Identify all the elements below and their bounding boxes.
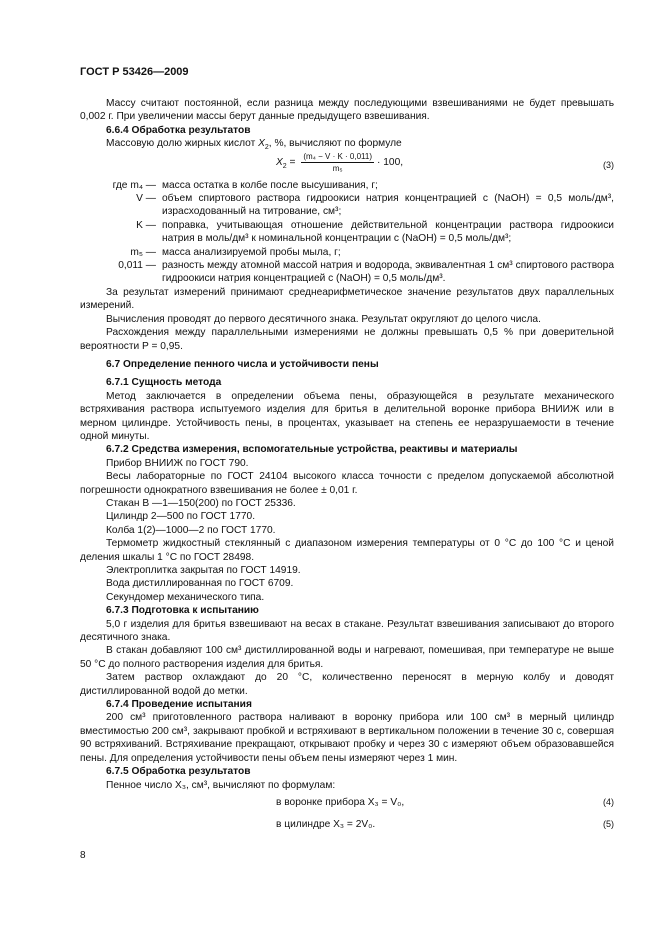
document-body bbox=[80, 97, 614, 836]
section-heading-6-7-4: 6.7.4 Проведение испытания bbox=[106, 699, 252, 711]
formula-intro: Массовую долю жирных кислот $X_2$, %, вычисляют по формуле bbox=[106, 138, 402, 152]
section-heading-6-7: 6.7 Определение пенного числа и устойчивости пены bbox=[106, 358, 379, 370]
definition-row: где m₄ — масса остатка в колбе после высушивания, г; bbox=[112, 179, 378, 191]
list-item: Прибор ВНИИЖ по ГОСТ 790. bbox=[106, 457, 249, 469]
page-number: 8 bbox=[80, 850, 86, 861]
formula-4-number: (4) bbox=[603, 796, 614, 807]
definition-row: K — поправка, учитывающая отношение действительной концентрации раствора гидроокиси натрия в моль/дм³ к номинальной концентрации c (NaOH) = 0,5 моль/дм³; bbox=[136, 219, 614, 245]
definition-row: m₅ — масса анализируемой пробы мыла, г; bbox=[130, 246, 341, 258]
list-item: Колба 1(2)—1000—2 по ГОСТ 1770. bbox=[106, 524, 276, 536]
paragraph-result-2: Вычисления проводят до первого десятичного знака. Результат округляют до целого числа. bbox=[106, 313, 541, 325]
formula-3-fraction: $\frac{\text{(m₄ − V · K · 0,011)}}{\text{m₅}}$ bbox=[303, 151, 373, 173]
definition-row: 0,011 — разность между атомной массой натрия и водорода, эквивалентная 1 см³ спиртового раствора гидроокиси натрия концентрацией c (NaOH) = 0,5 моль/дм³. bbox=[118, 260, 614, 285]
formula-5: в цилиндре X₃ = 2V₀. (5) bbox=[276, 818, 614, 830]
document-header: ГОСТ Р 53426—2009 bbox=[80, 66, 189, 78]
paragraph-6-7-3-a: 5,0 г изделия для бритья взвешивают на весах в стакане. Результат взвешивания записывают до второго десятичного знака. bbox=[80, 618, 614, 644]
formula-4: в воронке прибора X₃ = V₀, (4) bbox=[276, 796, 614, 808]
section-heading-6-7-5: 6.7.5 Обработка результатов bbox=[106, 766, 251, 778]
formula-3-lhs: X bbox=[276, 156, 283, 168]
list-item: Секундомер механического типа. bbox=[106, 591, 265, 603]
paragraph-6-7-5: Пенное число X₃, см³, вычисляют по формулам: bbox=[106, 779, 336, 791]
formula-3-number: (3) bbox=[603, 159, 614, 170]
paragraph-result-1: За результат измерений принимают среднеарифметическое значение результатов двух параллельных измерений. bbox=[80, 286, 614, 312]
definition-row: V — объем спиртового раствора гидроокиси натрия концентрацией c (NaOH) = 0,5 моль/дм³, израсходованный на титрование, см³; bbox=[136, 193, 614, 218]
section-heading-6-7-3: 6.7.3 Подготовка к испытанию bbox=[106, 605, 259, 617]
section-heading-6-7-2: 6.7.2 Средства измерения, вспомогательные устройства, реактивы и материалы bbox=[106, 444, 518, 456]
formula-3: $X_2$ = $\frac{\text{(m₄ − V · K · 0,011)}}{\text{m₅}}$ · 100, (3) bbox=[276, 151, 614, 173]
list-item: Весы лабораторные по ГОСТ 24104 высокого класса точности с пределом допускаемой абсолютной погрешности однократного взвешивания не более ± 0,01 г. bbox=[80, 471, 614, 496]
list-item: Цилиндр 2—500 по ГОСТ 1770. bbox=[106, 511, 256, 523]
list-item: Вода дистиллированная по ГОСТ 6709. bbox=[106, 578, 294, 590]
list-item: Электроплитка закрытая по ГОСТ 14919. bbox=[106, 565, 301, 576]
list-item: Термометр жидкостный стеклянный с диапазоном измерения температуры от 0 °С до 100 °С и ценой деления шкалы 1 °С по ГОСТ 28498. bbox=[80, 538, 614, 563]
list-item: Стакан В —1—150(200) по ГОСТ 25336. bbox=[106, 497, 296, 509]
paragraph-6-7-3-b: В стакан добавляют 100 см³ дистиллированной воды и нагревают, помешивая, при температуре не выше 50 °С до полного растворения изделия для бритья. bbox=[80, 645, 614, 670]
section-heading-6-7-1: 6.7.1 Сущность метода bbox=[106, 377, 222, 389]
section-heading-6-6-4: 6.6.4 Обработка результатов bbox=[106, 124, 251, 136]
paragraph-6-7-1: Метод заключается в определении объема пены, образующейся в результате механического встряхивания раствора испытуемого изделия для бритья в делительной воронке прибора ВНИИЖ или в мерном цилиндре. Устойчивость пены, в процентах, указывает на степень ее неразрушаемости в течение одной минуты. bbox=[80, 390, 614, 442]
paragraph-6-7-4: 200 см³ приготовленного раствора наливают в воронку прибора или 100 см³ в мерный цилиндр вместимостью 200 см³, закрывают пробкой и встряхивают в вертикальном положении в течение 30 с, совершая 90 встряхиваний. Встряхивание прекращают, открывают пробку и через 30 с измеряют объем образовавшейся пены. Для определения устойчивости пены объем пены измеряют через 1 мин. bbox=[80, 712, 614, 764]
formula-5-number: (5) bbox=[603, 818, 614, 829]
paragraph-6-7-3-c: Затем раствор охлаждают до 20 °С, количественно переносят в мерную колбу и доводят дистиллированной водой до метки. bbox=[80, 672, 614, 697]
paragraph-result-3: Расхождения между параллельными измерениями не должны превышать 0,5 % при доверительной вероятности P = 0,95. bbox=[80, 327, 614, 352]
paragraph-mass: Массу считают постоянной, если разница между последующими взвешиваниями не будет превышать 0,002 г. При увеличении массы берут данные предыдущего взвешивания. bbox=[80, 98, 614, 123]
